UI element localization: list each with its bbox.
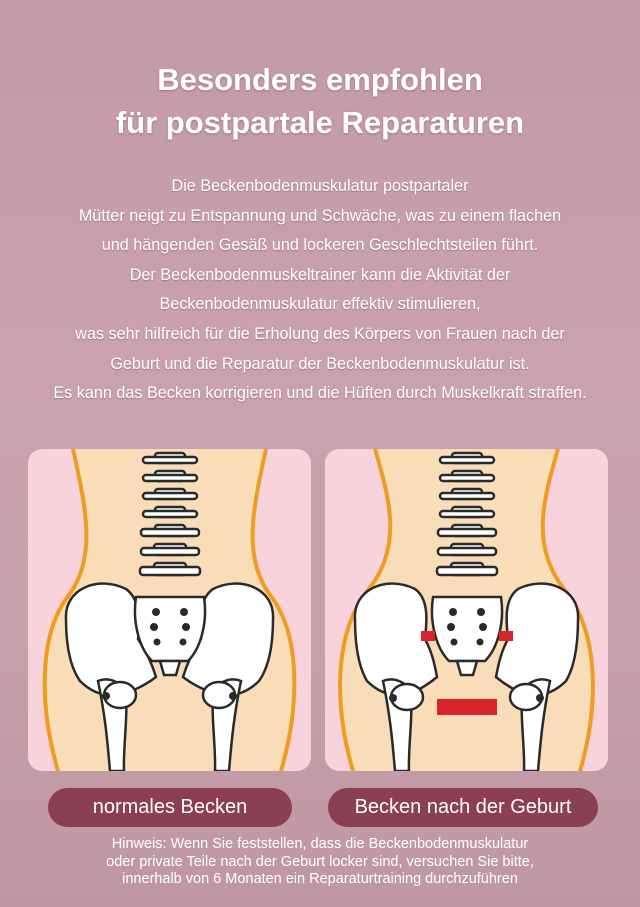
note-line: oder private Teile nach der Geburt locker sind, versuchen Sie bitte, bbox=[106, 853, 534, 870]
description-line: Die Beckenbodenmuskulatur postpartaler bbox=[171, 177, 469, 195]
page-title bbox=[0, 58, 640, 144]
normal-pelvis-illustration bbox=[28, 449, 311, 771]
description-line: Der Beckenbodenmuskeltrainer kann die Aktivität der bbox=[129, 265, 511, 284]
postpartum-pelvis-graphic bbox=[325, 449, 608, 771]
description-line: Geburt und die Reparatur der Beckenbodenmuskulatur ist. bbox=[110, 354, 530, 373]
description-line: Es kann das Becken korrigieren und die Hüften durch Muskelkraft straffen. bbox=[53, 384, 587, 403]
normal-pelvis-label: normales Becken bbox=[48, 788, 292, 827]
description-line: was sehr hilfreich für die Erholung des Körpers von Frauen nach der bbox=[75, 324, 565, 343]
hint-note bbox=[0, 836, 640, 889]
note-line: Hinweis: Wenn Sie feststellen, dass die Beckenbodenmuskulatur bbox=[111, 836, 529, 852]
normal-pelvis-graphic bbox=[28, 449, 311, 771]
postpartum-pelvis-label: Becken nach der Geburt bbox=[328, 788, 598, 827]
postpartum-pelvis-illustration bbox=[325, 449, 608, 771]
description-line: und hängenden Gesäß und lockeren Geschlechtsteilen führt. bbox=[101, 236, 539, 255]
note-line: innerhalb von 6 Monaten ein Reparaturtraining durchzuführen bbox=[122, 871, 518, 887]
title-line-1: Besonders empfohlen bbox=[157, 62, 483, 97]
title-line-2: für postpartale Reparaturen bbox=[115, 105, 525, 140]
description bbox=[0, 172, 640, 409]
description-line: Mütter neigt zu Entspannung und Schwäche, was zu einem flachen bbox=[78, 206, 562, 225]
description-line: Beckenbodenmuskulatur effektiv stimulieren, bbox=[159, 295, 481, 314]
